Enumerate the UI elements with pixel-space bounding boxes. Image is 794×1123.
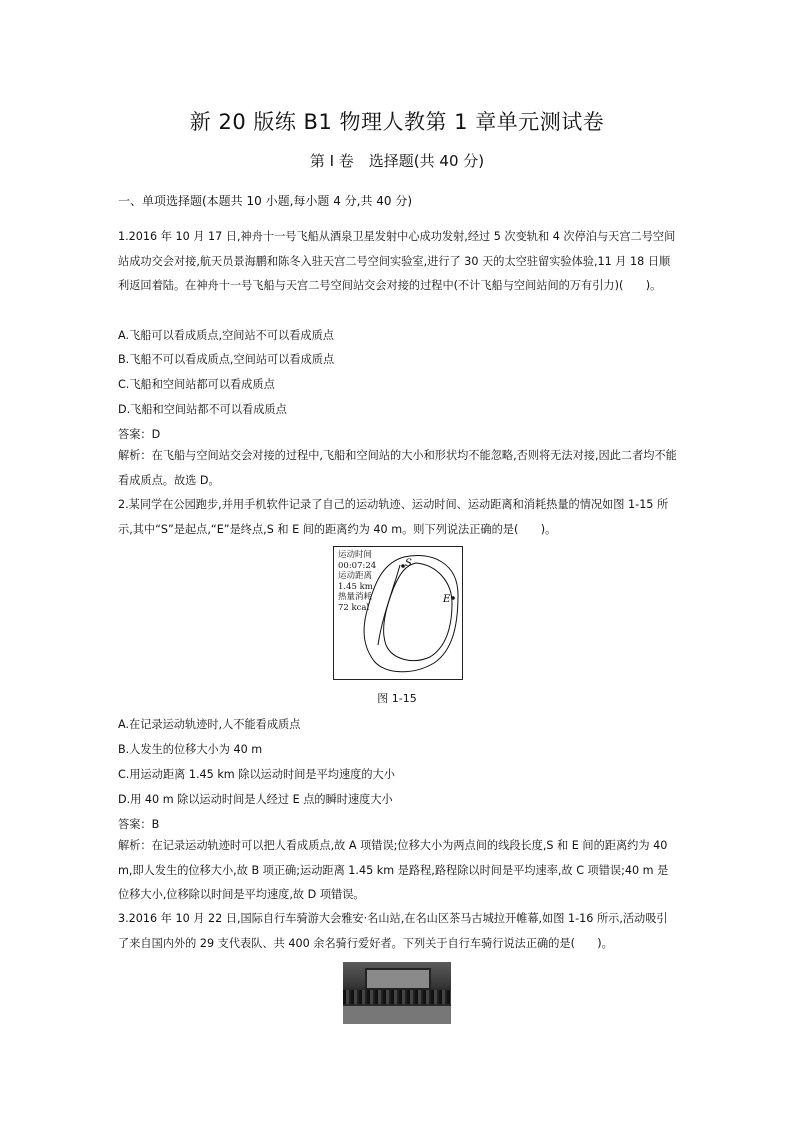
- section-subtitle: 第 Ⅰ 卷 选择题(共 40 分): [309, 152, 485, 170]
- q1-answer: 答案：D: [118, 428, 161, 441]
- page-title: 新 20 版练 B1 物理人教第 1 章单元测试卷: [189, 110, 605, 134]
- q2-option-b: B.人发生的位移大小为 40 m: [118, 743, 263, 756]
- q2-answer: 答案：B: [118, 818, 160, 831]
- figure-caption: 图 1-15: [377, 692, 417, 705]
- cycling-event-photo: [343, 962, 451, 1024]
- q2-analysis: 解析：在记录运动轨迹时可以把人看成质点,故 A 项错误;位移大小为两点间的线段长度,S 和 E 间的距离约为 40 m,即人发生的位移大小,故 B 项正确;运动距离 1.45 km 是路程,路程除以时间是平均速率,故 C 项错误;40 m 是位移大小,位移除以时间是平均速度,故 D 项错误。: [118, 839, 669, 901]
- q2-option-a: A.在记录运动轨迹时,人不能看成质点: [118, 718, 301, 731]
- q1-option-c: C.飞船和空间站都可以看成质点: [118, 378, 275, 391]
- end-label: E: [443, 594, 451, 605]
- app-stats-text: 运动时间 00:07:24 运动距离 1.45 km 热量消耗 72 kcal: [338, 550, 377, 613]
- q1-option-b: B.飞船不可以看成质点,空间站可以看成质点: [118, 353, 335, 366]
- question-3-stem: 3.2016 年 10 月 22 日,国际自行车骑游大会雅安·名山站,在名山区茶马古城拉开帷幕,如图 1-16 所示,活动吸引了来自国内外的 29 支代表队、共 400 余名骑行爱好者。下列关于自行车骑行说法正确的是( )。: [118, 912, 668, 950]
- question-1-stem: 1.2016 年 10 月 17 日,神舟十一号飞船从酒泉卫星发射中心成功发射,经过 5 次变轨和 4 次停泊与天宫二号空间站成功交会对接,航天员景海鹏和陈冬入驻天宫二号空间实验室,进行了 30 天的太空驻留实验体验,11 月 18 日顺利返回着陆。在神舟十一号飞船与天宫二号空间站交会对接的过程中(不计飞船与空间站间的万有引力)( )。: [118, 230, 676, 292]
- track-path: [334, 547, 462, 679]
- q2-option-d: D.用 40 m 除以运动时间是人经过 E 点的瞬时速度大小: [118, 793, 393, 806]
- q1-option-a: A.飞船可以看成质点,空间站不可以看成质点: [118, 329, 334, 342]
- q1-analysis: 解析：在飞船与空间站交会对接的过程中,飞船和空间站的大小和形状均不能忽略,否则将无法对接,因此二者均不能看成质点。故选 D。: [118, 449, 677, 487]
- running-track-figure: [333, 546, 463, 680]
- q2-option-c: C.用运动距离 1.45 km 除以运动时间是平均速度的大小: [118, 768, 395, 781]
- section-heading: 一、单项选择题(本题共 10 小题,每小题 4 分,共 40 分): [118, 194, 413, 208]
- start-label: S: [405, 558, 412, 569]
- q1-option-d: D.飞船和空间站都不可以看成质点: [118, 403, 287, 416]
- question-2-stem: 2.某同学在公园跑步,并用手机软件记录了自己的运动轨迹、运动时间、运动距离和消耗热量的情况如图 1-15 所示,其中“S”是起点,“E”是终点,S 和 E 间的距离约为 40 m。则下列说法正确的是( )。: [118, 498, 669, 536]
